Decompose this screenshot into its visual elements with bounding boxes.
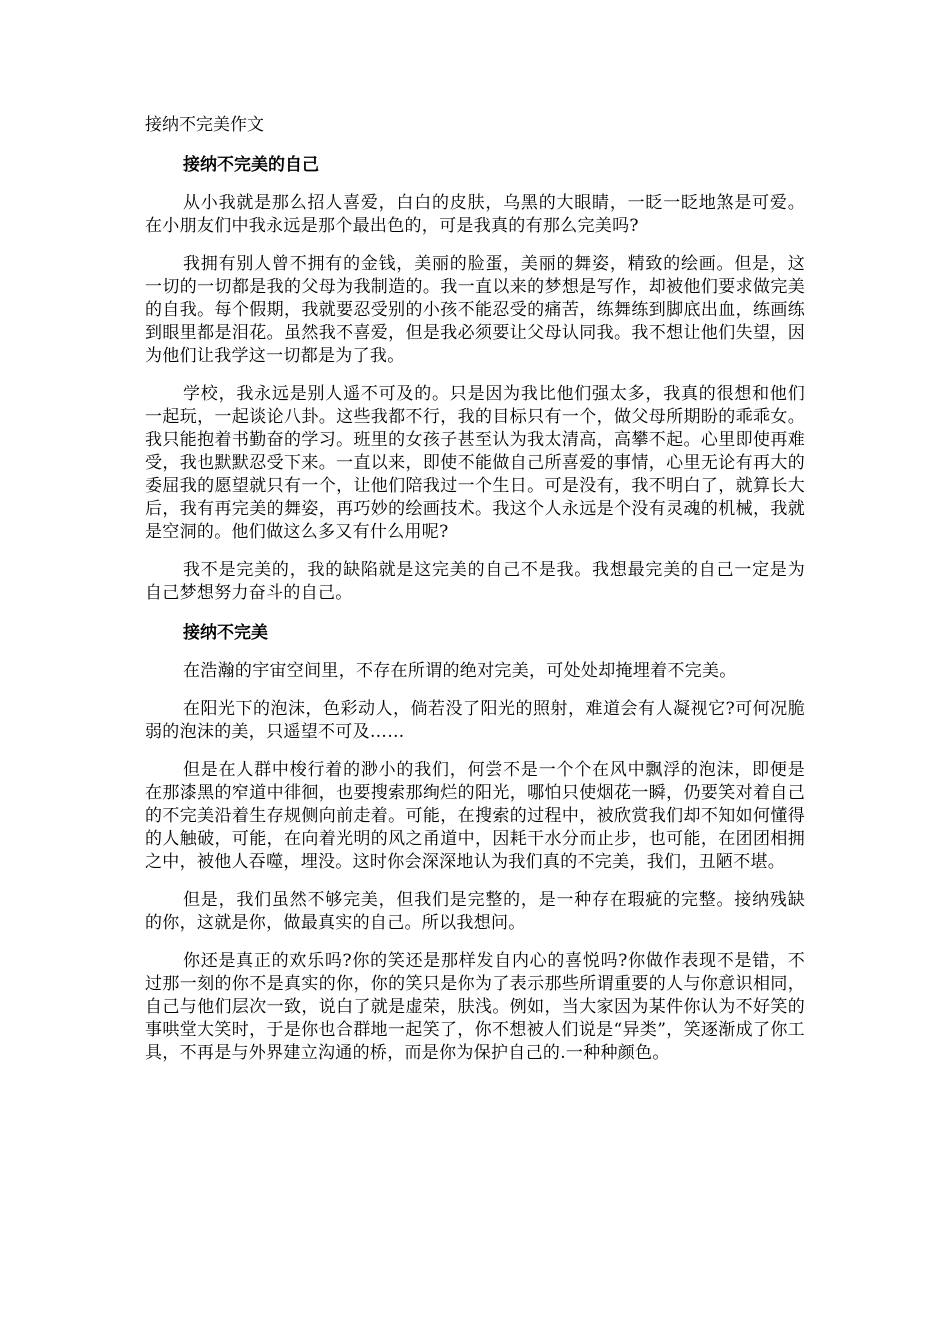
paragraph: 但是在人群中梭行着的渺小的我们，何尝不是一个个在风中飘浮的泡沫，即便是在那漆黑的窄道中徘徊，也要搜索那绚烂的阳光，哪怕只使烟花一瞬，仍要笑对着自己的不完美沿着生存规侧向前走着。可能，在搜索的过程中，被欣赏我们却不知如何懂得的人触破，可能，在向着光明的风之甬道中，因耗干水分而止步，也可能，在团团相拥之中，被他人吞噬，埋没。这时你会深深地认为我们真的不完美，我们，丑陋不堪。 [145, 760, 805, 872]
document-title: 接纳不完美作文 [145, 115, 264, 135]
paragraph: 在浩瀚的宇宙空间里，不存在所谓的绝对完美，可处处却掩埋着不完美。 [183, 661, 737, 681]
paragraph: 但是，我们虽然不够完美，但我们是完整的，是一种存在瑕疵的完整。接纳残缺的你，这就是你，做最真实的自己。所以我想问。 [145, 890, 805, 933]
paragraph: 我拥有别人曾不拥有的金钱，美丽的脸蛋，美丽的舞姿，精致的绘画。但是，这一切的一切都是我的父母为我制造的。我一直以来的梦想是写作，却被他们要求做完美的自我。每个假期，我就要忍受别的小孩不能忍受的痛苦，练舞练到脚底出血，练画练到眼里都是泪花。虽然我不喜爱，但是我必须要让父母认同我。我不想让他们失望，因为他们让我学这一切都是为了我。 [145, 254, 805, 366]
document-page [145, 112, 805, 1080]
section-heading-self: 接纳不完美的自己 [183, 155, 319, 175]
paragraph: 从小我就是那么招人喜爱，白白的皮肤，乌黑的大眼睛，一眨一眨地煞是可爱。在小朋友们中我永远是那个最出色的，可是我真的有那么完美吗? [145, 193, 805, 236]
paragraph: 学校，我永远是别人遥不可及的。只是因为我比他们强太多，我真的很想和他们一起玩，一起谈论八卦。这些我都不行，我的目标只有一个，做父母所期盼的乖乖女。我只能抱着书勤奋的学习。班里的女孩子甚至认为我太清高，高攀不起。心里即使再难受，我也默默忍受下来。一直以来，即使不能做自己所喜爱的事情，心里无论有再大的委屈我的愿望就只有一个，让他们陪我过一个生日。可是没有，我不明白了，就算长大后，我有再完美的舞姿，再巧妙的绘画技术。我这个人永远是个没有灵魂的机械，我就是空洞的。他们做这么多又有什么用呢? [145, 384, 805, 542]
paragraph: 在阳光下的泡沫，色彩动人，倘若没了阳光的照射，难道会有人凝视它?可何况脆弱的泡沫的美，只遥望不可及…… [145, 699, 805, 742]
paragraph: 我不是完美的，我的缺陷就是这完美的自己不是我。我想最完美的自己一定是为自己梦想努力奋斗的自己。 [145, 560, 805, 603]
paragraph: 你还是真正的欢乐吗?你的笑还是那样发自内心的喜悦吗?你做作表现不是错，不过那一刻的你不是真实的你，你的笑只是你为了表示那些所谓重要的人与你意识相同，自己与他们层次一致，说白了就是虚荣，肤浅。例如，当大家因为某件你认为不好笑的事哄堂大笑时，于是你也合群地一起笑了，你不想被人们说是“异类”，笑逐渐成了你工具，不再是与外界建立沟通的桥，而是你为保护自己的.一种种颜色。 [145, 951, 805, 1063]
section-heading-imperfection: 接纳不完美 [183, 623, 268, 643]
